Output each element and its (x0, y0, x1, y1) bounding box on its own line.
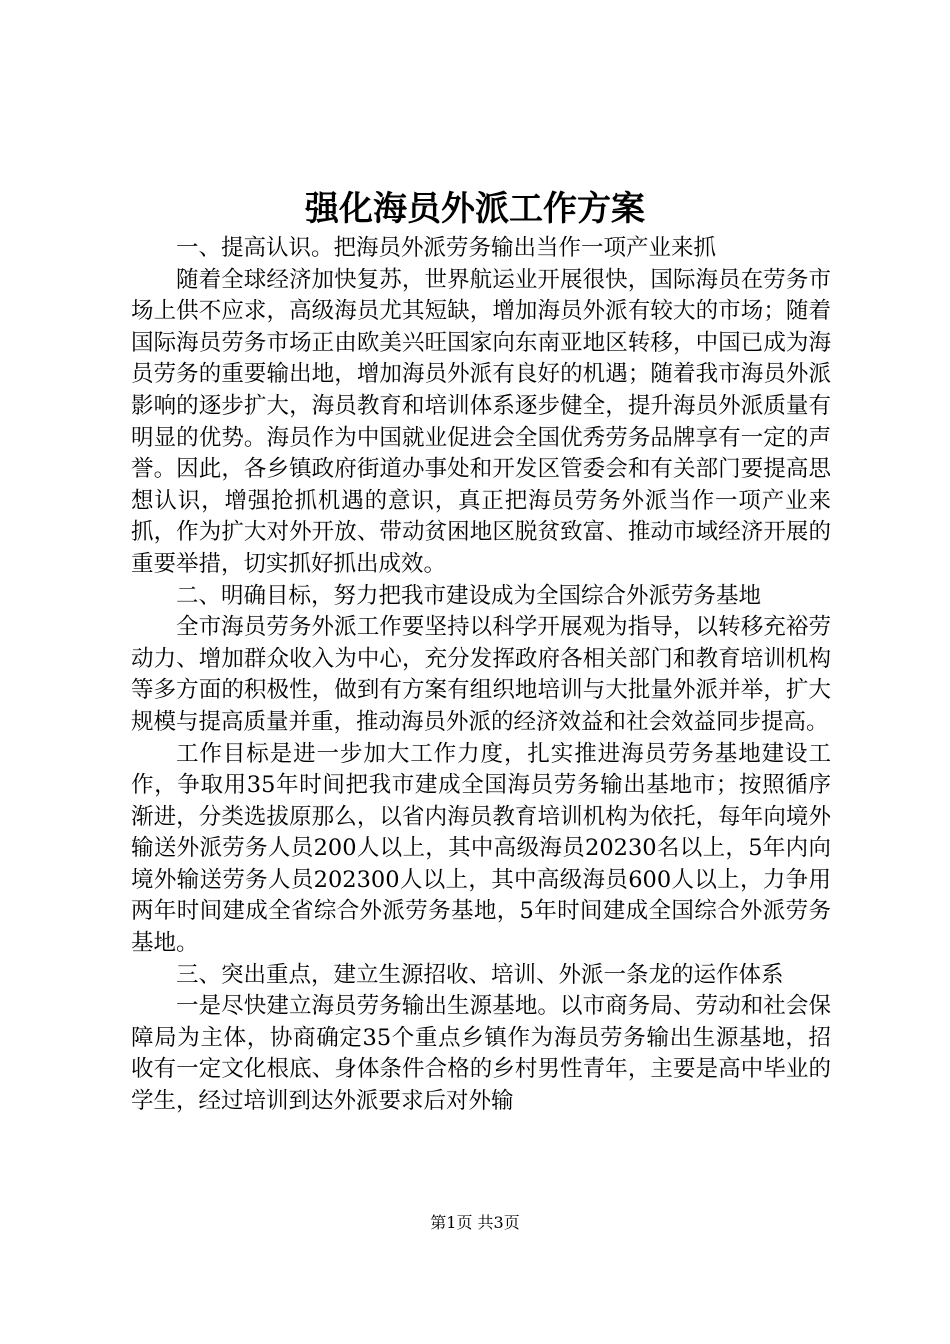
document-title: 强化海员外派工作方案 (305, 189, 645, 229)
body-paragraph-2: 全市海员劳务外派工作要坚持以科学开展观为指导，以转移充裕劳动力、增加群众收入为中心，充分发挥政府各相关部门和教育培训机构等多方面的积极性，做到有方案有组织地培训与大批量外派并举，扩大规模与提高质量并重，推动海员外派的经济效益和社会效益同步提高。 (131, 614, 831, 735)
section-heading-3: 三、突出重点，建立生源招收、培训、外派一条龙的运作体系 (176, 961, 784, 988)
body-paragraph-4: 一是尽快建立海员劳务输出生源基地。以市商务局、劳动和社会保障局为主体，协商确定35个重点乡镇作为海员劳务输出生源基地，招收有一定文化根底、身体条件合格的乡村男性青年，主要是高中毕业的学生，经过培训到达外派要求后对外输 (131, 993, 831, 1115)
body-paragraph-1: 随着全球经济加快复苏，世界航运业开展很快，国际海员在劳务市场上供不应求，高级海员尤其短缺，增加海员外派有较大的市场；随着国际海员劳务市场正由欧美兴旺国家向东南亚地区转移，中国已成为海员劳务的重要输出地，增加海员外派有良好的机遇；随着我市海员外派影响的逐步扩大，海员教育和培训体系逐步健全，提升海员外派质量有明显的优势。海员作为中国就业促进会全国优秀劳务品牌享有一定的声誉。因此，各乡镇政府街道办事处和开发区管委会和有关部门要提高思想认识，增强抢抓机遇的意识，真正把海员劳务外派当作一项产业来抓，作为扩大对外开放、带动贫困地区脱贫致富、推动市域经济开展的重要举措，切实抓好抓出成效。 (131, 266, 831, 577)
section-heading-1: 一、提高认识。把海员外派劳务输出当作一项产业来抓 (176, 235, 717, 261)
body-paragraph-3: 工作目标是进一步加大工作力度，扎实推进海员劳务基地建设工作，争取用35年时间把我市建成全国海员劳务输出基地市；按照循序渐进，分类选拔原那么，以省内海员教育培训机构为依托，每年向境外输送外派劳务人员200人以上，其中高级海员20230名以上，5年内向境外输送劳务人员202300人以上，其中高级海员600人以上，力争用两年时间建成全省综合外派劳务基地，5年时间建成全国综合外派劳务基地。 (131, 740, 831, 957)
page-number-footer: 第1页 共3页 (430, 1213, 520, 1232)
section-heading-2: 二、明确目标，努力把我市建设成为全国综合外派劳务基地 (176, 582, 762, 609)
document-body (131, 233, 831, 1118)
